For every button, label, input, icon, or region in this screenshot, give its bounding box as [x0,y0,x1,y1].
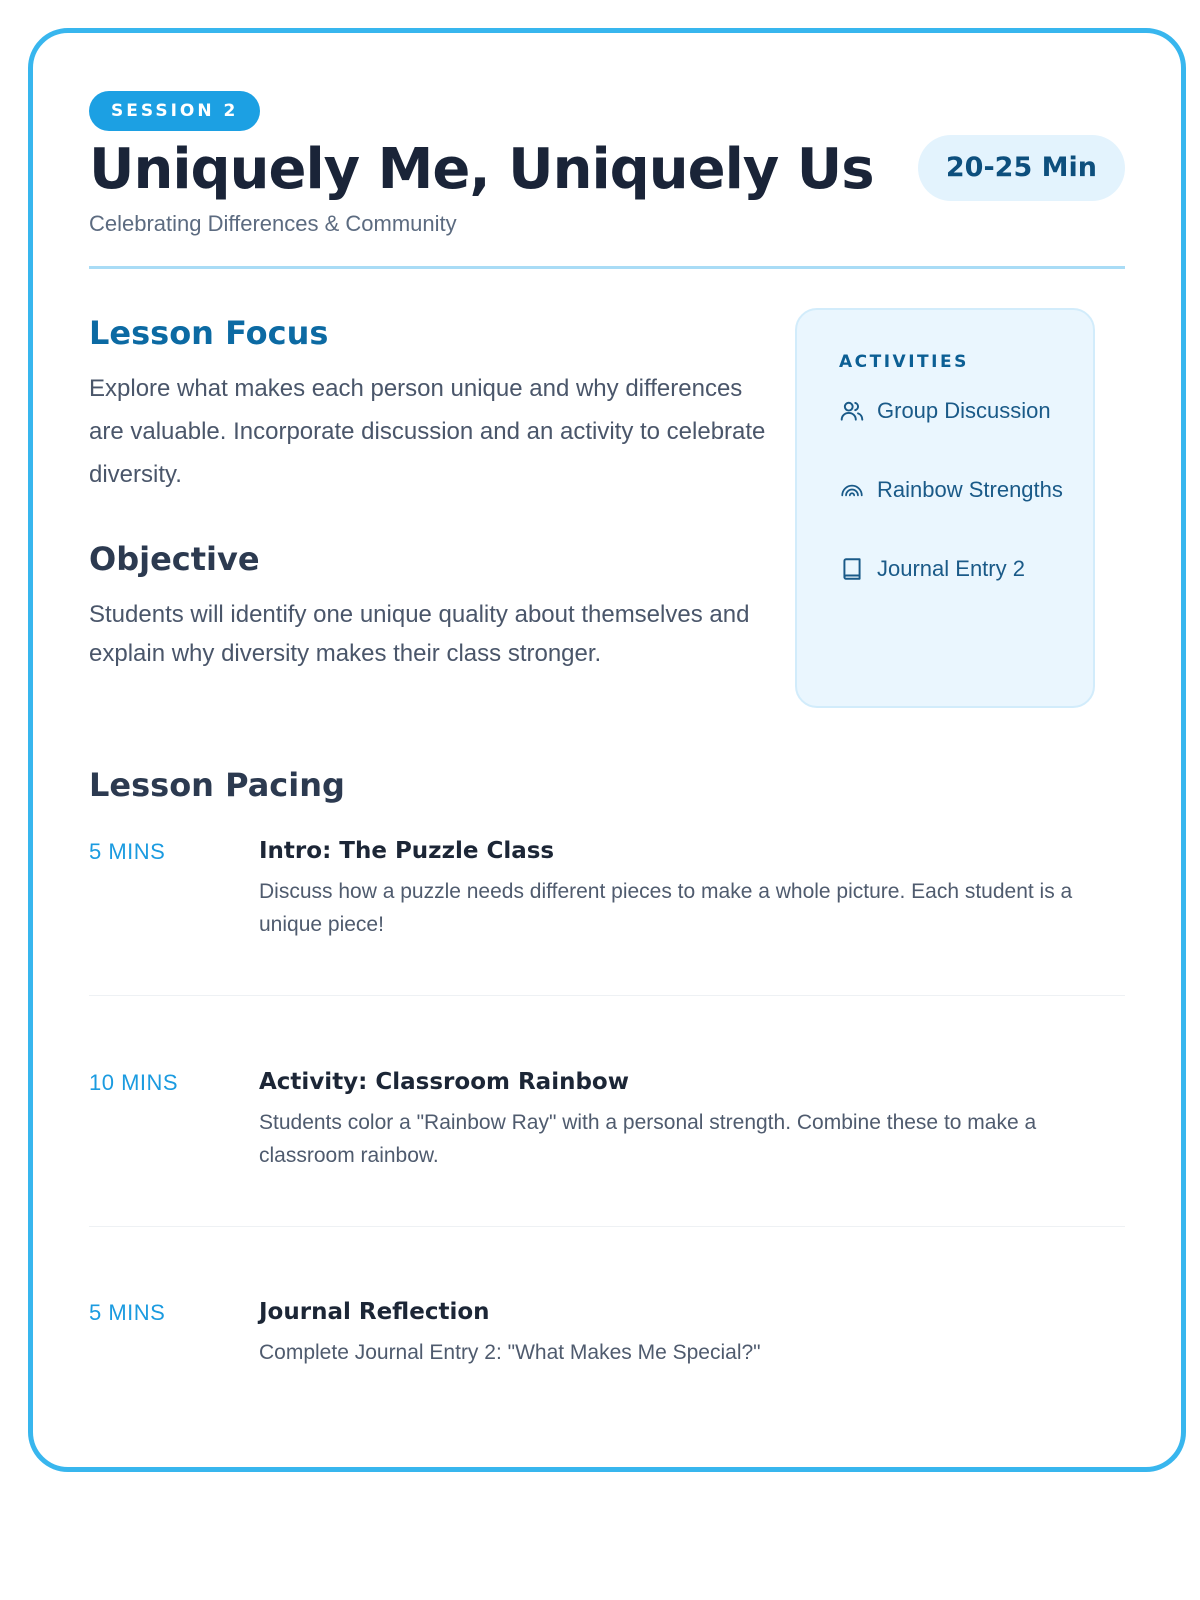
lesson-title: Uniquely Me, Uniquely Us [89,137,874,202]
activities-label: ACTIVITIES [839,352,969,372]
lesson-subtitle: Celebrating Differences & Community [89,211,457,236]
activity-item-journal-entry [839,552,1067,585]
lesson-card [28,28,1186,1472]
pacing-title: Activity: Classroom Rainbow [259,1069,629,1095]
lesson-card-content [89,33,1125,1467]
duration-badge: 20-25 Min [918,135,1125,201]
pacing-duration: 10 MINS [89,1070,179,1095]
pacing-title: Intro: The Puzzle Class [259,838,555,864]
activity-label: Group Discussion [877,398,1051,423]
objective-text: Students will identify one unique quality about themselves and explain why diversity makes their class stronger. [89,601,750,667]
activities-panel [795,308,1095,708]
objective-heading: Objective [89,540,260,578]
activity-label: Journal Entry 2 [877,556,1025,581]
pacing-divider [89,995,1125,996]
pacing-title: Journal Reflection [259,1299,490,1325]
pacing-divider [89,1226,1125,1227]
pacing-duration: 5 MINS [89,839,166,864]
pacing-description: Discuss how a puzzle needs different pieces to make a whole picture. Each student is a unique piece! [259,880,1073,936]
pacing-duration: 5 MINS [89,1300,166,1325]
rainbow-icon [839,477,865,503]
pacing-description: Students color a "Rainbow Ray" with a personal strength. Combine these to make a classroom rainbow. [259,1111,1037,1167]
pacing-description: Complete Journal Entry 2: "What Makes Me Special?" [259,1341,761,1364]
header-divider [89,266,1125,269]
lesson-pacing-heading: Lesson Pacing [89,766,345,804]
activity-item-rainbow-strengths [839,473,1067,506]
session-badge: SESSION 2 [89,91,260,131]
users-icon [839,398,865,424]
activity-label: Rainbow Strengths [877,477,1063,502]
lesson-focus-heading: Lesson Focus [89,314,329,352]
book-icon [839,556,865,582]
lesson-focus-text: Explore what makes each person unique and why differences are valuable. Incorporate discussion and an activity to celebrate diversity. [89,375,766,488]
activity-item-group-discussion [839,394,1067,427]
